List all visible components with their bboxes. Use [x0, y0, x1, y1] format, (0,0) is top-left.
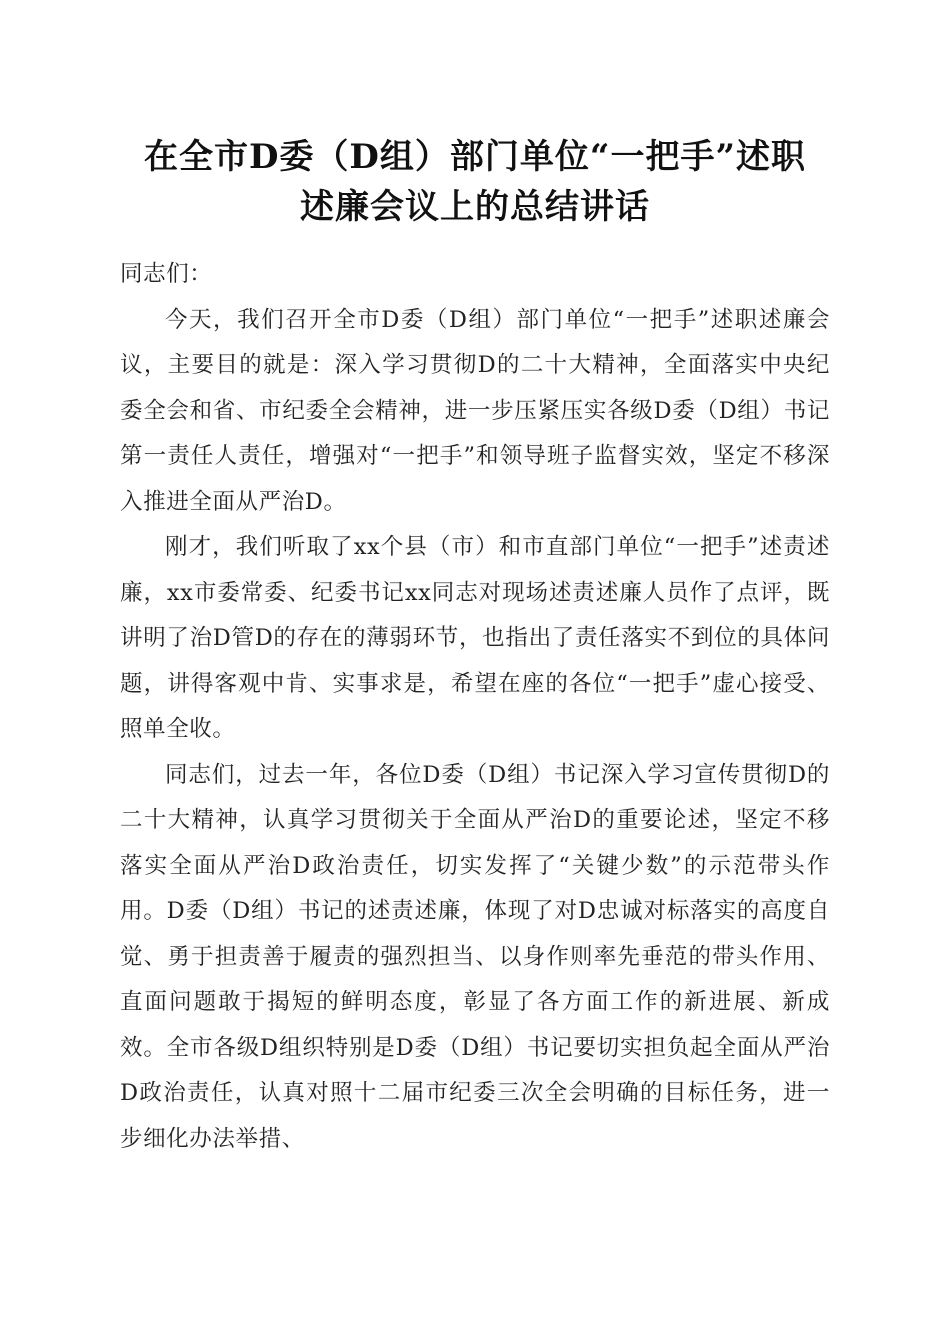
title-line-2: 述廉会议上的总结讲话 — [300, 187, 650, 227]
paragraph-3: 同志们，过去一年，各位D委（D组）书记深入学习宣传贯彻D的二十大精神，认真学习贯彻关于全面从严治D的重要论述，坚定不移落实全面从严治D政治责任，切实发挥了“关键少数”的示范带头作用。D委（D组）书记的述责述廉，体现了对D忠诚对标落实的高度自觉、勇于担责善于履责的强烈担当、以身作则率先垂范的带头作用、直面问题敢于揭短的鲜明态度，彰显了各方面工作的新进展、新成效。全市各级D组织特别是D委（D组）书记要切实担负起全面从严治D政治责任，认真对照十二届市纪委三次全会明确的目标任务，进一步细化办法举措、 — [120, 761, 830, 1152]
paragraph-1: 今天，我们召开全市D委（D组）部门单位“一把手”述职述廉会议，主要目的就是：深入学习贯彻D的二十大精神，全面落实中央纪委全会和省、市纪委全会精神，进一步压紧压实各级D委（D组）书记第一责任人责任，增强对“一把手”和领导班子监督实效，坚定不移深入推进全面从严治D。 — [120, 306, 830, 515]
salutation: 同志们： — [120, 261, 213, 287]
document-body — [120, 252, 830, 1162]
document-title — [100, 132, 850, 232]
title-line-1: 在全市D委（D组）部门单位“一把手”述职 — [143, 137, 807, 177]
paragraph-2: 刚才，我们听取了xx个县（市）和市直部门单位“一把手”述责述廉，xx市委常委、纪委书记xx同志对现场述责述廉人员作了点评，既讲明了治D管D的存在的薄弱环节，也指出了责任落实不到位的具体问题，讲得客观中肯、实事求是，希望在座的各位“一把手”虚心接受、照单全收。 — [120, 534, 830, 742]
